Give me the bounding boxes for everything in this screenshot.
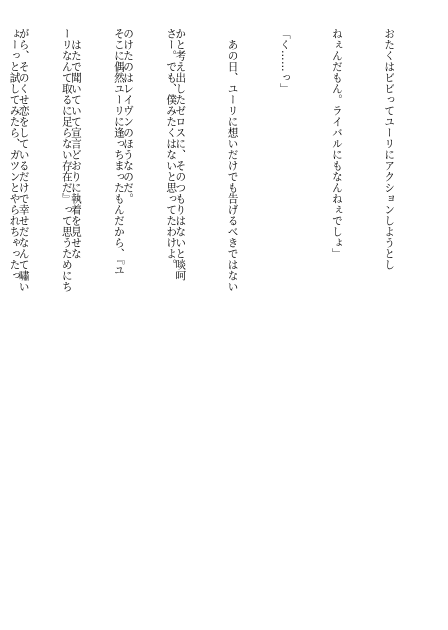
left-page-text [8, 28, 214, 588]
text-line: ーリなんて取るに足らない存在だ』って思うためにち [60, 28, 73, 292]
text-line: さー。でも、僕みたくはないと思ってたわけよ。 [165, 28, 178, 270]
page-gutter [224, 28, 225, 588]
text-line: そこに偶然ユーリに逢っちまったもんだから、『ユ [112, 28, 125, 276]
text-line: ねぇんだもん。ライバルにもなんねぇでしょ」 [330, 28, 343, 259]
text-line: ょーっと試してみたら、ガツンとやられちゃったっ [8, 28, 21, 281]
text-line: あの日、ユーリに想いだけでも告げるべきではない [226, 28, 239, 292]
text-line: かと考え出したゼロスに、そのつもりはないと啖呵 [174, 28, 187, 281]
text-line: おたくはビビってユーリにアクションしようとし [383, 28, 396, 270]
text-line: はたで聞いていて宣言どおりに執着を見せな [69, 28, 82, 259]
text-line: のけたのはレイヴンのほうなのだ。 [122, 28, 135, 204]
text-line: がら、そのくせ恋をしているだけで幸せだなんて嘯い [17, 28, 30, 292]
text-line: 「く……っ」 [278, 28, 291, 94]
